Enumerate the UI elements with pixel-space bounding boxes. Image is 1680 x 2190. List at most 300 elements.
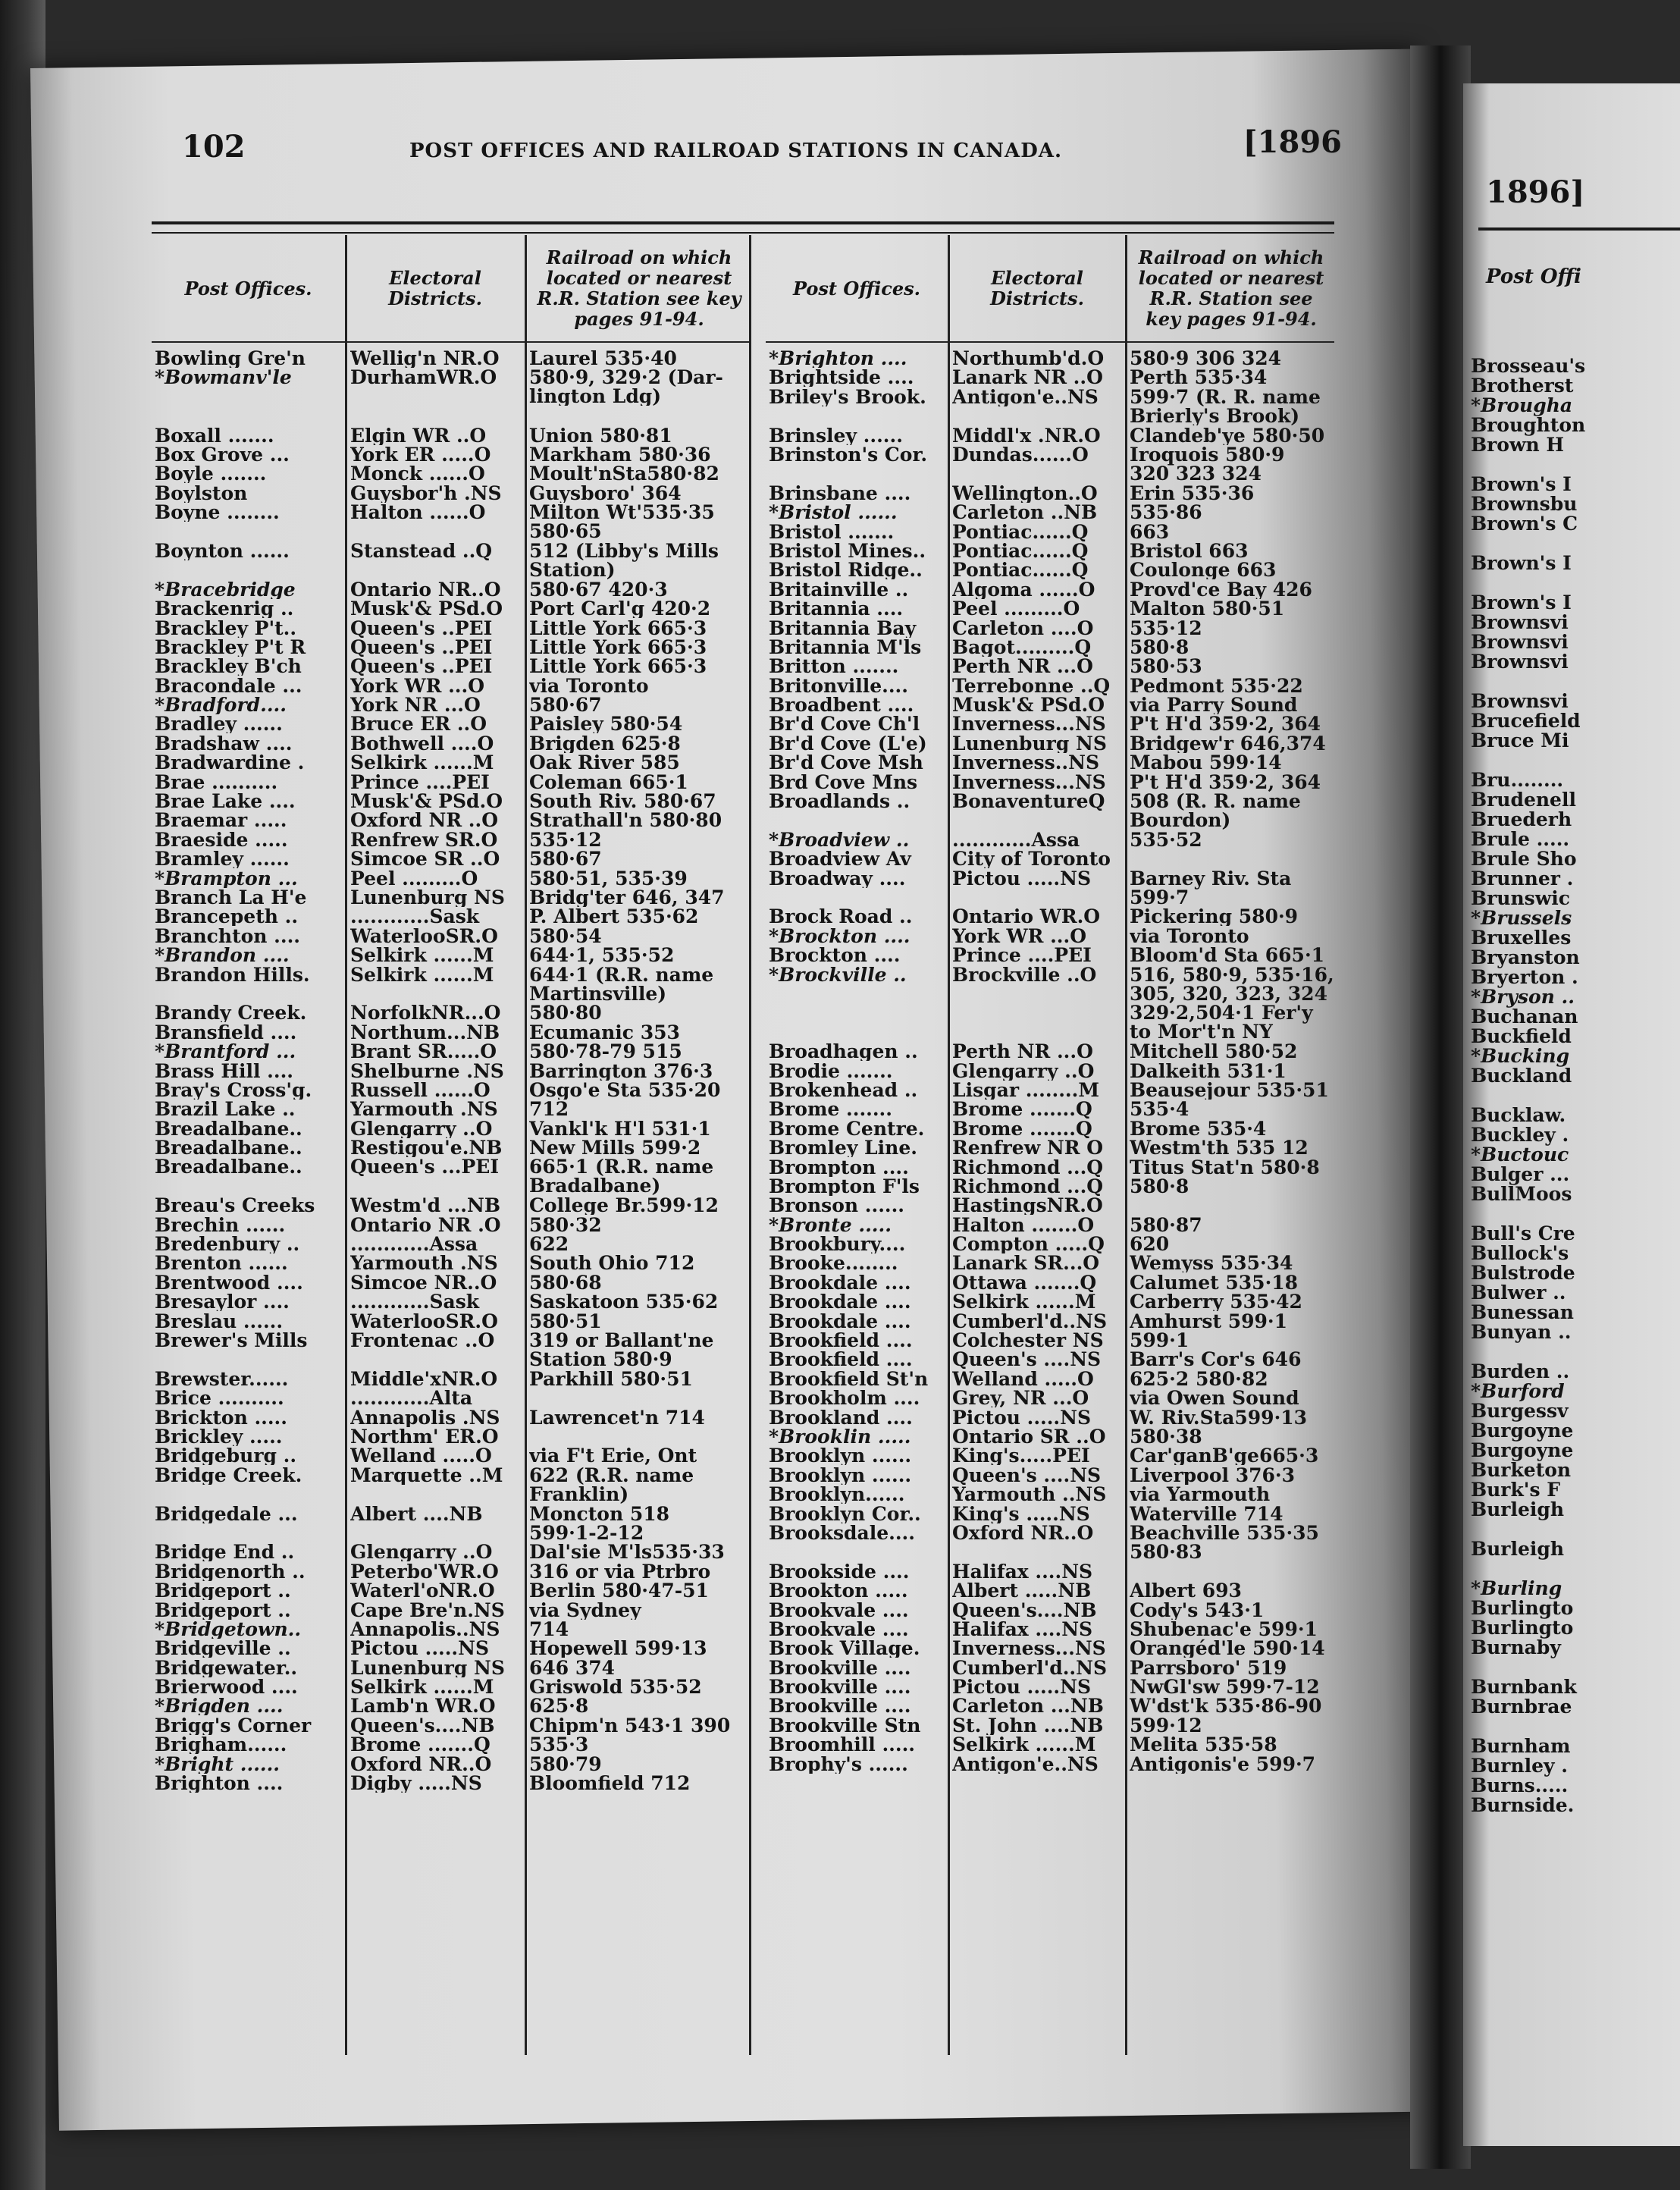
electoral-district: Colchester NS <box>952 1331 1104 1351</box>
post-office-name: Breslau ...... <box>155 1311 284 1331</box>
railroad-station: 599·7 (R. R. name Brierly's Brook) <box>1130 387 1321 425</box>
electoral-district: Richmond ...Q <box>952 1176 1104 1196</box>
electoral-district: Oxford NR..O <box>952 1523 1094 1542</box>
table-row <box>766 1196 1334 1215</box>
electoral-district: Lanark NR ..O <box>952 368 1103 387</box>
railroad-station: 535·12 <box>1130 618 1202 638</box>
post-office-name: Bromley Line. <box>769 1138 917 1158</box>
electoral-district: Halton .......O <box>952 1215 1095 1235</box>
railroad-station: Little York 665·3 <box>529 637 707 657</box>
electoral-district: Annapolis .NS <box>350 1407 500 1427</box>
railroad-station: Bridg'ter 646, 347 <box>529 887 725 907</box>
electoral-district: King's.....PEI <box>952 1446 1090 1466</box>
railroad-station: Bloom'd Sta 665·1 <box>1130 946 1325 965</box>
table-row <box>766 657 1334 676</box>
post-office-name: Bray's Cross'g. <box>155 1080 312 1100</box>
left-table-half <box>152 235 751 2055</box>
electoral-district: Brome .......Q <box>952 1119 1092 1138</box>
post-office-name: Brookvale .... <box>769 1600 909 1620</box>
table-row <box>766 1350 1334 1369</box>
table-row <box>766 1735 1334 1754</box>
table-row <box>766 1158 1334 1177</box>
list-item: Bulger ... <box>1471 1163 1570 1185</box>
table-row <box>766 1370 1334 1388</box>
table-row <box>152 753 751 772</box>
railroad-station: 580·8 <box>1130 1176 1189 1196</box>
railroad-station: Pickering 580·9 <box>1130 907 1299 927</box>
electoral-district: Northumb'd.O <box>952 349 1105 368</box>
post-office-name: Brooklyn...... <box>769 1485 905 1504</box>
list-item: Brunner . <box>1471 868 1574 889</box>
post-office-name: Bridgedale ... <box>155 1504 298 1523</box>
table-row <box>152 946 751 965</box>
table-row <box>766 965 1334 1043</box>
table-row <box>766 1408 1334 1427</box>
table-row <box>152 1331 751 1370</box>
table-row <box>766 638 1334 657</box>
post-office-name: Brooklyn ...... <box>769 1465 912 1485</box>
electoral-district: Bothwell ....O <box>350 733 494 753</box>
post-office-name: Bredenbury .. <box>155 1235 300 1254</box>
railroad-station: Malton 580·51 <box>1130 599 1285 619</box>
table-row <box>152 1677 751 1696</box>
post-office-name: Brenton ...... <box>155 1253 288 1273</box>
table-row <box>766 714 1334 733</box>
table-row <box>766 849 1334 868</box>
electoral-district: Selkirk ......M <box>952 1735 1096 1755</box>
table-row <box>152 849 751 868</box>
post-office-name: Brookvale .... <box>769 1619 909 1639</box>
electoral-district: ............Assa <box>952 830 1080 849</box>
table-row <box>766 1138 1334 1157</box>
table-row <box>152 1196 751 1215</box>
post-office-name: Bresaylor .... <box>155 1292 290 1312</box>
electoral-district: Peel .........O <box>350 868 478 888</box>
railroad-station: Hopewell 599·13 <box>529 1639 707 1658</box>
list-item <box>1471 455 1680 475</box>
railroad-station: Barrington 376·3 <box>529 1061 713 1081</box>
electoral-district: Musk'& PSd.O <box>952 695 1105 715</box>
table-row <box>152 1370 751 1388</box>
right-table-half <box>766 235 1334 2055</box>
electoral-district: Compton .....Q <box>952 1235 1105 1254</box>
table-row <box>152 1735 751 1754</box>
electoral-district: Glengarry ..O <box>350 1119 493 1138</box>
list-item: *Burford <box>1471 1380 1565 1402</box>
list-item: Brunswic <box>1471 887 1570 909</box>
list-item: Burgoyne <box>1471 1420 1574 1442</box>
railroad-station: 516, 580·9, 535·16, 305, 320, 323, 324 329·2,504·1 Fer'y to Mor't'n NY <box>1130 965 1334 1041</box>
table-row <box>152 1003 751 1022</box>
post-office-name: Britainville .. <box>769 579 909 599</box>
electoral-district: BonaventureQ <box>952 792 1105 811</box>
post-office-name: Brd Cove Mns <box>769 772 918 792</box>
electoral-district: Lunenburg NS <box>350 887 505 907</box>
list-item <box>1471 1520 1680 1539</box>
post-office-name: Boylston <box>155 483 248 503</box>
post-office-name: Bridge End .. <box>155 1542 295 1562</box>
railroad-station: Parkhill 580·51 <box>529 1369 693 1388</box>
electoral-district: Westm'd ...NB <box>350 1196 500 1216</box>
electoral-district: Monck ......O <box>350 464 485 484</box>
list-item: Buckley . <box>1471 1124 1569 1146</box>
table-row <box>766 946 1334 965</box>
railroad-station: Clandeb'ye 580·50 <box>1130 425 1325 445</box>
electoral-district: ............Alta <box>350 1388 473 1408</box>
electoral-district: Selkirk ......M <box>350 946 494 965</box>
railroad-station: Paisley 580·54 <box>529 714 683 734</box>
electoral-district: Albert ....NB <box>350 1504 483 1523</box>
electoral-district: Queen's ....NS <box>952 1350 1102 1370</box>
post-office-name: Bridge Creek. <box>155 1465 302 1485</box>
electoral-district: Peterbo'WR.O <box>350 1561 499 1581</box>
post-office-name: Brokenhead .. <box>769 1080 918 1100</box>
list-item: Burketon <box>1471 1459 1572 1481</box>
list-item: Brudenell <box>1471 789 1576 811</box>
railroad-station: Liverpool 376·3 <box>1130 1465 1295 1485</box>
post-office-name: Broadview Av <box>769 849 911 869</box>
post-office-name: Brass Hill .... <box>155 1061 293 1081</box>
post-office-name: Brae Lake .... <box>155 792 296 811</box>
table-row <box>766 1696 1334 1715</box>
post-office-name: *Bright ...... <box>155 1754 281 1774</box>
list-item: Burnside. <box>1471 1794 1575 1816</box>
list-item: Buchanan <box>1471 1006 1578 1028</box>
railroad-station: Barr's Cor's 646 <box>1130 1350 1302 1370</box>
railroad-station: 580·67 <box>529 695 602 715</box>
right-page-header: Post Offi <box>1486 265 1581 288</box>
table-row <box>152 657 751 676</box>
table-row <box>152 734 751 753</box>
header-railroad: Railroad on which located or nearest R.R. Station see key pages 91-94. <box>1138 246 1324 330</box>
post-office-name: *Bronte ..... <box>769 1215 892 1235</box>
directory-table <box>152 235 1334 2055</box>
railroad-station: 580·67 420·3 <box>529 579 668 599</box>
table-row <box>766 907 1334 926</box>
post-office-name: Brinston's Cor. <box>769 444 928 464</box>
right-page-list <box>1471 356 1680 1815</box>
table-row <box>152 1408 751 1427</box>
table-row <box>152 619 751 638</box>
table-row <box>766 1427 1334 1446</box>
railroad-station: Little York 665·3 <box>529 657 707 676</box>
railroad-station: 580·53 <box>1130 657 1202 676</box>
post-office-name: Brookfield .... <box>769 1331 913 1351</box>
list-item: Brown's I <box>1471 591 1572 613</box>
railroad-station: Barney Riv. Sta 599·7 <box>1130 868 1292 907</box>
list-item <box>1471 1559 1680 1579</box>
post-office-name: Brinsbane .... <box>769 483 911 503</box>
post-office-name: Brackley P't R <box>155 637 306 657</box>
list-item: Brown's C <box>1471 513 1578 535</box>
table-row <box>766 445 1334 484</box>
table-row <box>766 1216 1334 1235</box>
electoral-district: York WR ...O <box>350 676 484 695</box>
table-row <box>766 1504 1334 1523</box>
electoral-district: Selkirk ......M <box>350 753 494 773</box>
post-office-name: Britton ....... <box>769 657 899 676</box>
railroad-station: via Parry Sound <box>1130 695 1298 715</box>
right-rows <box>766 349 1334 1774</box>
list-item: BullMoos <box>1471 1183 1572 1205</box>
railroad-station: 580·87 <box>1130 1215 1202 1235</box>
table-row <box>766 927 1334 946</box>
railroad-station: NwGl'sw 599·7-12 <box>1130 1677 1320 1697</box>
post-office-name: Boynton ...... <box>155 541 290 560</box>
electoral-district: Dundas......O <box>952 444 1089 464</box>
table-row <box>766 1581 1334 1600</box>
post-office-name: Brandon Hills. <box>155 965 310 984</box>
railroad-station: Erin 535·36 <box>1130 483 1255 503</box>
electoral-district: Lisgar ........M <box>952 1080 1100 1100</box>
railroad-station: 580·78-79 515 <box>529 1042 682 1062</box>
post-office-name: Breadalbane.. <box>155 1157 302 1177</box>
table-row <box>766 1312 1334 1331</box>
railroad-station: Pedmont 535·22 <box>1130 676 1303 695</box>
right-page <box>1463 83 1680 2146</box>
table-row <box>152 406 751 425</box>
electoral-district: Renfrew NR O <box>952 1138 1104 1158</box>
railroad-station: 663 <box>1130 522 1170 541</box>
table-row <box>152 1466 751 1504</box>
post-office-name: Brome ....... <box>769 1100 892 1119</box>
table-row <box>152 830 751 849</box>
table-row <box>152 1023 751 1042</box>
electoral-district: Lanark SR...O <box>952 1253 1100 1273</box>
electoral-district: Glengarry ..O <box>952 1061 1095 1081</box>
electoral-district: Ottawa .......Q <box>952 1272 1097 1292</box>
railroad-station: Mabou 599·14 <box>1130 753 1282 773</box>
electoral-district: Albert .....NB <box>952 1581 1092 1601</box>
post-office-name: *Brigden .... <box>155 1696 284 1716</box>
railroad-station: Vankl'k H'l 531·1 <box>529 1119 711 1138</box>
table-row <box>766 1119 1334 1138</box>
table-row <box>152 811 751 830</box>
list-item: Brownsvi <box>1471 690 1569 712</box>
railroad-station: P't H'd 359·2, 364 <box>1130 772 1321 792</box>
electoral-district: Elgin WR ..O <box>350 425 487 445</box>
electoral-district: Terrebonne ..Q <box>952 676 1111 695</box>
railroad-station: 622 (R.R. name Franklin) <box>529 1465 694 1504</box>
table-row <box>766 1658 1334 1677</box>
list-item: Burgessv <box>1471 1400 1569 1422</box>
electoral-district: NorfolkNR...O <box>350 1003 501 1023</box>
list-item: Burleigh <box>1471 1538 1565 1560</box>
electoral-district: Middle'xNR.O <box>350 1369 498 1388</box>
railroad-station: Strathall'n 580·80 <box>529 811 722 830</box>
page-number: 102 <box>182 129 246 165</box>
railroad-station: 580·67 <box>529 849 602 869</box>
post-office-name: Brockton .... <box>769 946 901 965</box>
list-item: *Buctouc <box>1471 1144 1569 1166</box>
list-item: Buckfield <box>1471 1025 1572 1047</box>
table-row <box>766 1253 1334 1272</box>
table-row <box>766 734 1334 753</box>
table-row <box>152 1658 751 1677</box>
railroad-station: 580·51, 535·39 <box>529 868 688 888</box>
electoral-district: Russell ......O <box>350 1080 491 1100</box>
electoral-district: Richmond ...Q <box>952 1157 1104 1177</box>
post-office-name: Brookville .... <box>769 1696 911 1716</box>
electoral-district: King's .....NS <box>952 1504 1090 1523</box>
table-row <box>152 1235 751 1253</box>
electoral-district: Wellig'n NR.O <box>350 349 500 368</box>
electoral-district: Prince ....PEI <box>952 946 1092 965</box>
electoral-district: ............Assa <box>350 1235 478 1254</box>
railroad-station: South Riv. 580·67 <box>529 792 716 811</box>
post-office-name: Bristol ....... <box>769 522 895 541</box>
railroad-station: Chipm'n 543·1 390 <box>529 1715 731 1735</box>
post-office-name: Brigham...... <box>155 1735 287 1755</box>
railroad-station: Osgo'e Sta 535·20 <box>529 1080 721 1100</box>
post-office-name: *Broadview .. <box>769 830 910 849</box>
electoral-district: Selkirk ......M <box>952 1292 1096 1312</box>
post-office-name: Bracondale ... <box>155 676 302 695</box>
post-office-name: Brodie ....... <box>769 1061 893 1081</box>
railroad-station: Oak River 585 <box>529 753 680 773</box>
electoral-district: ............Sask <box>350 907 480 927</box>
electoral-district: Bruce ER ..O <box>350 714 487 734</box>
electoral-district: Carleton ....O <box>952 618 1094 638</box>
table-row <box>766 541 1334 560</box>
post-office-name: Brookton ..... <box>769 1581 908 1601</box>
electoral-district: Brant SR.....O <box>350 1042 497 1062</box>
post-office-name: Brookdale .... <box>769 1292 911 1312</box>
left-column-headers <box>152 235 751 343</box>
running-title: POST OFFICES AND RAILROAD STATIONS IN CANADA. <box>409 140 1062 162</box>
page-header <box>182 124 1342 190</box>
railroad-station: Provd'ce Bay 426 <box>1130 579 1312 599</box>
list-item: Brown H <box>1471 434 1564 456</box>
electoral-district: St. John ....NB <box>952 1715 1104 1735</box>
header-post-offices: Post Offices. <box>184 277 312 300</box>
railroad-station: W. Riv.Sta599·13 <box>1130 1407 1308 1427</box>
electoral-district: Lamb'n WR.O <box>350 1696 496 1716</box>
railroad-station: 644·1 (R.R. name Martinsville) <box>529 965 714 1003</box>
electoral-district: Glengarry ..O <box>350 1542 493 1562</box>
list-item: Bullock's <box>1471 1242 1569 1264</box>
table-row <box>152 1138 751 1157</box>
railroad-station: 625·2 580·82 <box>1130 1369 1268 1388</box>
table-row <box>152 1157 751 1196</box>
electoral-district: Lunenburg NS <box>952 733 1107 753</box>
list-item <box>1471 1086 1680 1106</box>
list-item: Bull's Cre <box>1471 1222 1575 1244</box>
electoral-district: Selkirk ......M <box>350 1677 494 1697</box>
post-office-name: Brookville .... <box>769 1658 911 1677</box>
post-office-name: *Bristol ...... <box>769 503 898 522</box>
table-row <box>152 541 751 580</box>
table-row <box>152 1312 751 1331</box>
post-office-name: Bradley ...... <box>155 714 283 734</box>
list-item: Burnley . <box>1471 1755 1568 1777</box>
list-item: Burnbrae <box>1471 1696 1572 1718</box>
post-office-name: *Bridgetown.. <box>155 1619 302 1639</box>
list-item <box>1471 534 1680 554</box>
table-row <box>766 830 1334 849</box>
table-row <box>766 1177 1334 1196</box>
electoral-district: DurhamWR.O <box>350 368 497 387</box>
list-item <box>1471 672 1680 692</box>
post-office-name: Bransfield .... <box>155 1022 297 1042</box>
railroad-station: Carberry 535·42 <box>1130 1292 1302 1312</box>
post-office-name: *Brooklin ..... <box>769 1426 911 1446</box>
post-office-name: Brazil Lake .. <box>155 1100 296 1119</box>
post-office-name: Brookbury.... <box>769 1235 906 1254</box>
list-item: Burleigh <box>1471 1498 1565 1520</box>
table-row <box>766 1042 1334 1061</box>
railroad-station: Moult'nSta580·82 <box>529 464 719 484</box>
post-office-name: Brandy Creek. <box>155 1003 307 1023</box>
electoral-district: Antigon'e..NS <box>952 1754 1099 1774</box>
table-row <box>152 888 751 907</box>
table-row <box>766 792 1334 830</box>
railroad-station: via Toronto <box>529 676 649 695</box>
book-gutter <box>1410 45 1471 2169</box>
railroad-station: Iroquois 580·9 320 323 324 <box>1130 444 1285 483</box>
table-row <box>766 580 1334 599</box>
post-office-name: Brackenrig .. <box>155 599 294 619</box>
electoral-district: Northum...NB <box>350 1022 500 1042</box>
post-office-name: Brooklyn Cor.. <box>769 1504 921 1523</box>
post-office-name: Brentwood .... <box>155 1272 303 1292</box>
table-row <box>152 1042 751 1061</box>
table-row <box>766 869 1334 908</box>
table-row <box>152 1755 751 1774</box>
post-office-name: Bridgewater.. <box>155 1658 298 1677</box>
table-row <box>152 580 751 599</box>
post-office-name: Br'd Cove (L'e) <box>769 733 927 753</box>
railroad-station: Coleman 665·1 <box>529 772 688 792</box>
list-item: Burns..... <box>1471 1774 1569 1796</box>
electoral-district: Pictou .....NS <box>952 1407 1092 1427</box>
table-row <box>152 638 751 657</box>
railroad-station: South Ohio 712 <box>529 1253 695 1273</box>
post-office-name: Bristol Mines.. <box>769 541 926 560</box>
post-office-name: Brae .......... <box>155 772 278 792</box>
railroad-station: Dal'sie M'ls535·33 <box>529 1542 725 1562</box>
post-office-name: Brewster...... <box>155 1369 289 1388</box>
list-item: Bulwer .. <box>1471 1282 1566 1304</box>
table-row <box>152 1620 751 1639</box>
railroad-station: 535·4 <box>1130 1100 1189 1119</box>
railroad-station: 535·52 <box>1130 830 1202 849</box>
railroad-station: Laurel 535·40 <box>529 349 677 368</box>
list-item: Brule ..... <box>1471 828 1570 850</box>
railroad-station: Brigden 625·8 <box>529 733 681 753</box>
list-item: Brotherst <box>1471 375 1574 397</box>
post-office-name: *Bradford.... <box>155 695 287 715</box>
railroad-station: via Sydney <box>529 1600 641 1620</box>
railroad-station: Milton Wt'535·35 580·65 <box>529 503 715 541</box>
electoral-district: Middl'x .NR.O <box>952 425 1101 445</box>
post-office-name: Briley's Brook. <box>769 387 926 406</box>
list-item: Burlingto <box>1471 1597 1574 1619</box>
post-office-name: Branchton .... <box>155 926 300 946</box>
table-row <box>152 773 751 792</box>
table-row <box>152 1253 751 1272</box>
list-item <box>1471 1658 1680 1677</box>
railroad-station: New Mills 599·2 <box>529 1138 701 1158</box>
list-item: Brown's I <box>1471 552 1572 574</box>
electoral-district: Brome .......Q <box>350 1735 491 1755</box>
electoral-district: Ontario NR..O <box>350 579 501 599</box>
post-office-name: Boxall ....... <box>155 425 274 445</box>
railroad-station: Markham 580·36 <box>529 444 711 464</box>
electoral-district: Antigon'e..NS <box>952 387 1099 406</box>
post-office-name: Broadhagen .. <box>769 1042 918 1062</box>
railroad-station: 319 or Ballant'ne Station 580·9 <box>529 1331 714 1369</box>
